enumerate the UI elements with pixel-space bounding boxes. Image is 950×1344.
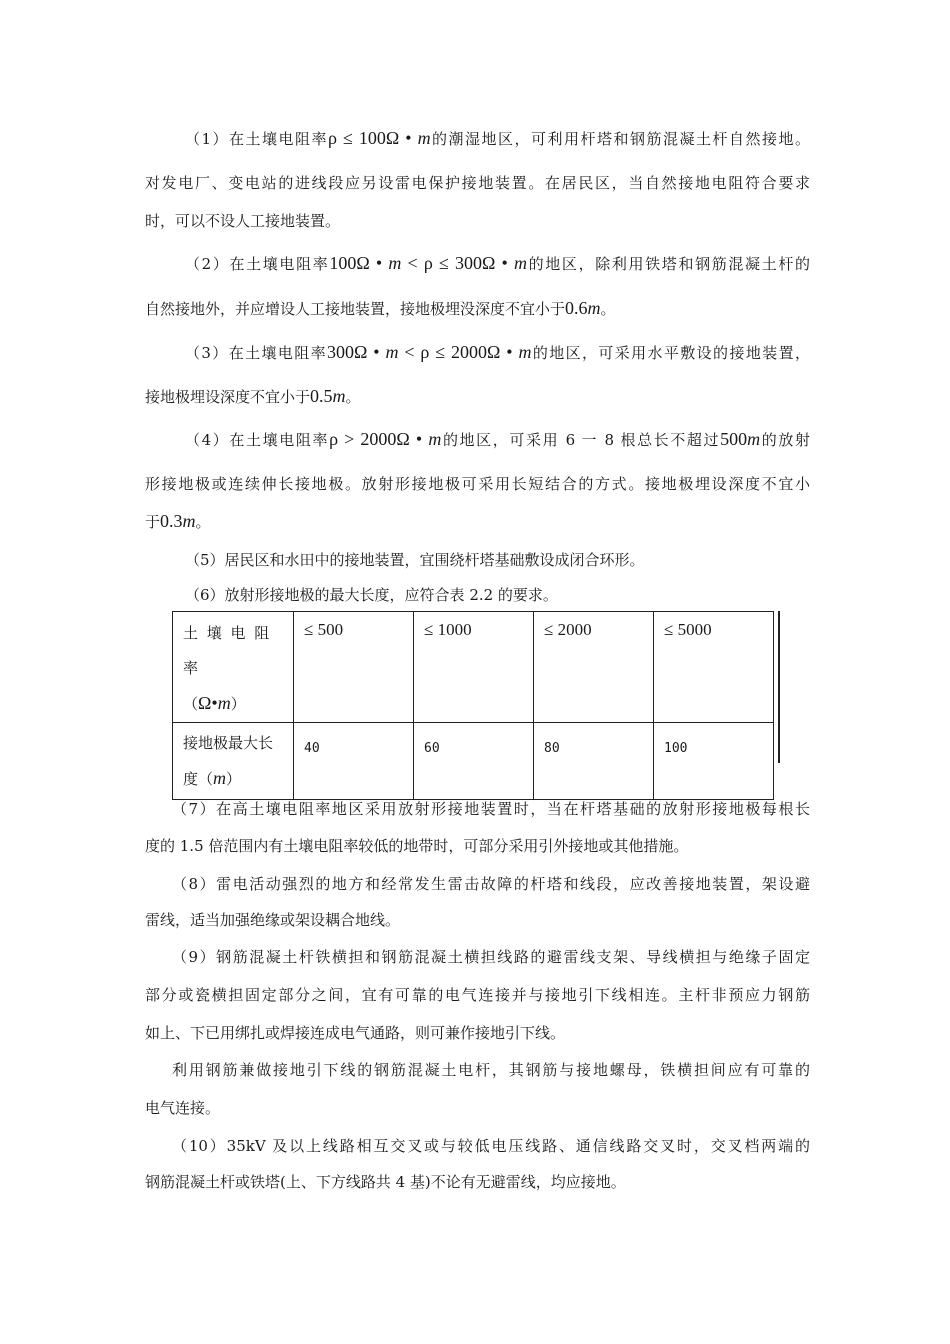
item-9-line-3: 如上、下已用绑扎或焊接连成电气通路，则可兼作接地引下线。 <box>145 1024 566 1042</box>
row-value-cell: 60 <box>414 723 534 800</box>
table-row <box>173 723 774 800</box>
item-7-line-1: （7）在高土壤电阻率地区采用放射形接地装置时，当在杆塔基础的放射形接地极每根长 <box>172 800 810 818</box>
item-4-line-1: （4）在土壤电阻率ρ > 2000Ω • m的地区，可采用 6 一 8 根总长不超过500m的放射 <box>185 429 810 449</box>
item-9-line-2: 部分或瓷横担固定部分之间，宜有可靠的电气连接并与接地引下线相连。主杆非预应力钢筋 <box>145 986 810 1004</box>
item-10-line-1: （10）35kV 及以上线路相互交叉或与较低电压线路、通信线路交叉时，交叉档两端的 <box>172 1137 810 1155</box>
paragraph-line-2: 电气连接。 <box>145 1099 221 1117</box>
item-4-line-3: 于0.3m。 <box>145 511 211 531</box>
header-value-cell: ≤ 5000 <box>654 612 774 723</box>
table-right-edge <box>778 611 780 763</box>
row-label-line-1: 接地极最大长 <box>183 734 274 752</box>
item-1-line-3: 时，可以不设人工接地装置。 <box>145 212 341 230</box>
paragraph-line-1: 利用钢筋兼做接地引下线的钢筋混凝土电杆，其钢筋与接地螺母，铁横担间应有可靠的 <box>172 1061 810 1079</box>
header-value-cell: ≤ 1000 <box>414 612 534 723</box>
item-9-line-1: （9）钢筋混凝土杆铁横担和钢筋混凝土横担线路的避雷线支架、导线横担与绝缘子固定 <box>172 948 810 966</box>
item-2-line-1: （2）在土壤电阻率100Ω • m < ρ ≤ 300Ω • m的地区，除利用铁塔和钢筋混凝土杆的 <box>185 253 810 273</box>
header-label-line-1: 土 壤 电 阻 率 <box>183 624 272 677</box>
row-value-cell: 80 <box>534 723 654 800</box>
item-8-line-2: 雷线，适当加强绝缘或架设耦合地线。 <box>145 911 401 929</box>
item-10-line-2: 钢筋混凝土杆或铁塔(上、下方线路共 4 基)不论有无避雷线，均应接地。 <box>145 1173 626 1191</box>
item-1-line-2: 对发电厂、变电站的进线段应另设雷电保护接地装置。在居民区，当自然接地电阻符合要求 <box>145 174 810 192</box>
item-8-line-1: （8）雷电活动强烈的地方和经常发生雷击故障的杆塔和线段，应改善接地装置，架设避 <box>172 875 810 893</box>
grounding-length-table <box>172 611 774 800</box>
item-3-line-2: 接地极埋设深度不宜小于0.5m。 <box>145 386 361 406</box>
item-2-line-2: 自然接地外，并应增设人工接地装置，接地极埋没深度不宜小于0.6m。 <box>145 298 616 318</box>
row-label-cell <box>173 723 294 800</box>
row-value-cell: 40 <box>294 723 414 800</box>
item-5: （5）居民区和水田中的接地装置，宜围绕杆塔基础敷设成闭合环形。 <box>185 551 645 569</box>
item-4-line-2: 形接地极或连续伸长接地极。放射形接地极可采用长短结合的方式。接地极埋设深度不宜小 <box>145 475 810 493</box>
header-value-cell: ≤ 2000 <box>534 612 654 723</box>
row-label-line-2: 度（m） <box>183 768 242 788</box>
table-header-row <box>173 612 774 723</box>
row-value-cell: 100 <box>654 723 774 800</box>
item-1-line-1: （1）在土壤电阻率ρ ≤ 100Ω • m的潮湿地区，可利用杆塔和钢筋混凝土杆自然接地。 <box>185 128 810 148</box>
item-3-line-1: （3）在土壤电阻率300Ω • m < ρ ≤ 2000Ω • m的地区，可采用水平敷设的接地装置， <box>185 342 810 362</box>
item-6: （6）放射形接地极的最大长度，应符合表 2.2 的要求。 <box>185 586 558 604</box>
header-value-cell: ≤ 500 <box>294 612 414 723</box>
item-7-line-2: 度的 1.5 倍范围内有土壤电阻率较低的地带时，可部分采用引外接地或其他措施。 <box>145 837 689 855</box>
header-label-cell <box>173 612 294 723</box>
header-label-line-2: （Ω•m） <box>183 693 246 713</box>
